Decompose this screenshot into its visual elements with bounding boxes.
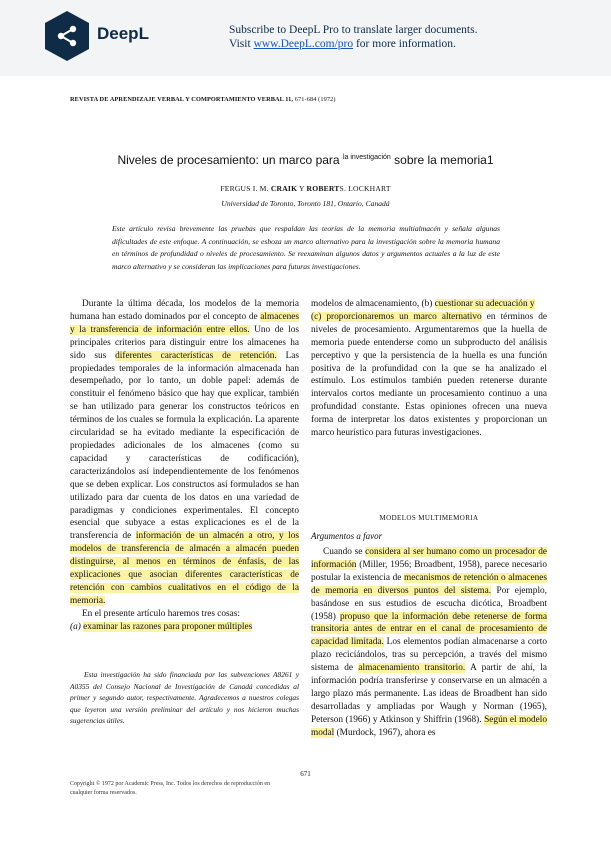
highlight: Según el modelo modal (311, 714, 547, 738)
highlight: considera al ser humano como un procesador de información (311, 547, 548, 570)
page-number: 671 (300, 770, 311, 778)
paragraph (70, 621, 299, 634)
banner-message (229, 23, 477, 51)
text: Durante la última década, los modelos de la memoria humana han estado dominados por el concepto de (70, 299, 299, 322)
text: (Miller, 1956; Broadbent, 1958), parece necesario postular la existencia de (311, 559, 547, 583)
paragraph (311, 311, 547, 440)
right-column-section (311, 546, 547, 740)
highlight: propuso que la información debe retenerse de forma transitoria antes de entrar en el canal de procesamiento de capacidad limitada. (311, 611, 547, 648)
title-sup: la investigación (342, 154, 391, 161)
paragraph: En el presente artículo haremos tres cosas: (82, 608, 240, 619)
text: en términos de niveles de procesamiento. Argumentaremos que la huella de memoria puede entenderse como un subproducto del análisis perceptivo y que la persistencia de la huella es una función positiva de la profundidad con la que se ha analizado el estímulo. Los estímulos también pueden retenerse durante intervalos cortos mediante un procesamiento continuo a una profundidad constante. Estas opiniones ofrecen una nueva forma de interpretar los datos existentes y proporcionan un marco heurístico para futuras investigaciones. (311, 311, 548, 439)
journal-pages: 671-684 (1972) (294, 96, 336, 103)
highlight: diferentes características de retención. (115, 350, 277, 361)
left-column (70, 298, 299, 634)
text: A partir de ahí, la información podría transferirse y conservarse en un almacén a largo plazo más permanente. Las ideas de Broadbent han sido desarrolladas y ampliadas por Waugh y Norman (1965), Peterson (1966) y Atkinson y Shiffrin (1968). (311, 663, 548, 725)
banner-line2: for more information. (355, 38, 456, 50)
highlight: (c) proporcionaremos un marco alternativo (311, 311, 482, 322)
copyright: Copyright © 1972 por Academic Press, Inc. Todos los derechos de reproducción en cualquier forma reservados. (70, 781, 270, 796)
author1-initials: FERGUS I. M. (220, 184, 269, 193)
text: Por ejemplo, basándose en sus estudios de escucha dicótica, Broadbent (1958) (311, 585, 547, 622)
abstract: Este artículo revisa brevemente las pruebas que respaldan las teorías de la memoria multialmacén y señala algunas dificultades de este enfoque. A continuación, se esboza un marco alternativo para la investigación sobre la memoria humana en términos de profundidad o niveles de procesamiento. Se reexaminan algunos datos y argumentos actuales a la luz de este marco alternativo y se consideran las implicaciones para futuras investigaciones. (112, 224, 500, 271)
text: Cuando se (323, 547, 363, 557)
highlight: cuestionar su adecuación y (434, 299, 535, 309)
banner-line1: Subscribe to DeepL Pro to translate larger documents. (229, 24, 478, 36)
author2-given: ROBERT (306, 184, 340, 193)
text: Las propiedades temporales de la información almacenada han desempeñado, por lo tanto, un doble papel: además de constituir el fenómeno básico que hay que explicar, también se han utilizado para generar los constructos teóricos en términos de los cuales se formula la explicación. La aparente circularidad se ha evitado mediante la especificación de propiedades adicionales de los almacenes (como su capacidad y características de codificación), caracterizándolos así independientemente de los fenómenos que se deben explicar. Los constructos así formulados se han utilizado para dar cuenta de los datos en una variedad de paradigmas y condiciones experimentales. El concepto esencial que subyace a estas explicaciones es el de la transferencia de (70, 350, 300, 542)
journal-header (70, 96, 336, 103)
highlight: almacenamiento transitorio. (358, 663, 466, 674)
text: Los elementos podían almacenarse a corto plazo recicíándolos, tras su percepción, a través del mismo sistema de (311, 637, 547, 674)
article-title (0, 153, 611, 167)
highlight: almacenes y la transferencia de información entre ellos. (70, 311, 300, 335)
section-heading: MODELOS MULTIMEMORIA (379, 514, 479, 522)
text: modelos de almacenamiento, (b) (311, 299, 433, 309)
paragraph (311, 546, 547, 740)
paragraph (70, 298, 299, 608)
highlight: examinar las razones para proponer múltiples (83, 621, 253, 632)
affiliation: Universidad de Toronto, Toronto 181, Ontario, Canadá (221, 199, 390, 208)
text: (a) (70, 621, 81, 632)
highlight: mecanismos de retención o almacenes de memoria en diversos puntos del sistema. (311, 572, 548, 596)
title-part1: Niveles de procesamiento: un marco para (117, 153, 340, 167)
paragraph (311, 298, 547, 311)
footnote: Esta investigación ha sido financiada por las subvenciones A8261 y A0355 del Consejo Nacional de Investigación de Canadá concedidas al primer y segundo autor, respectivamente. Agradecemos a nuestros colegas que leyeron una versión preliminar del artículo y nos hicieron muchas sugerencias útiles. (70, 670, 299, 725)
deepl-logo-icon[interactable] (44, 10, 90, 62)
title-part2: sobre la memoria1 (394, 153, 494, 167)
author1-surname: CRAIK (270, 184, 298, 193)
author2-rest: S. LOCKHART (339, 184, 391, 193)
highlight: información de un almacén a otro, y los modelos de transferencia de almacén a almacén pueden distinguirse, al menos en términos de énfasis, de las explicaciones que asocian diferentes características de retención con cambios cualitativos en el código de la memoria. (70, 531, 299, 606)
authors-and: Y (299, 184, 305, 193)
text: Uno de los principales criterios para distinguir entre los almacenes ha sido sus (70, 324, 299, 361)
deepl-banner (0, 0, 611, 76)
banner-visit: Visit (229, 38, 251, 50)
right-column (311, 298, 547, 440)
subsection-heading: Argumentos a favor (311, 531, 383, 541)
journal-name: REVISTA DE APRENDIZAJE VERBAL Y COMPORTAMIENTO VERBAL 11, (70, 96, 294, 103)
brand-name: DeepL (97, 24, 149, 43)
deepl-pro-link[interactable]: www.DeepL.com/pro (253, 38, 354, 50)
authors (0, 184, 611, 193)
text: (Murdock, 1967), ahora es (336, 727, 436, 738)
